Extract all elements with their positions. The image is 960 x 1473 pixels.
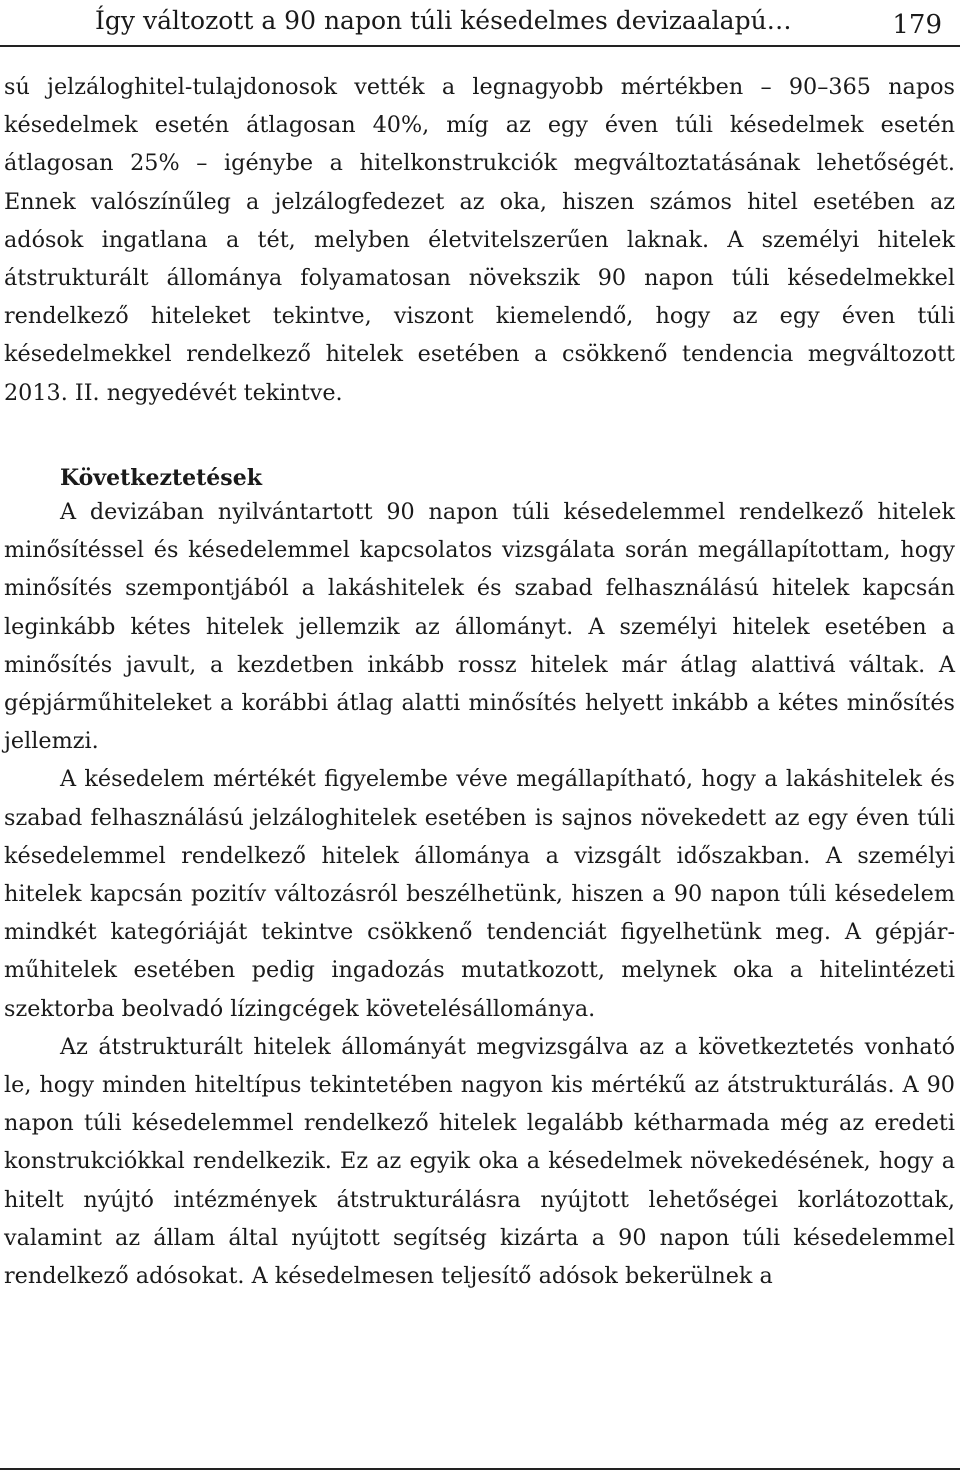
- page-number: 179: [892, 10, 942, 40]
- paragraph-continued: sú jelzáloghitel-tulajdonosok vették a legnagyobb mértékben – 90–365 napos késedelmek esetén átlagosan 40%, míg az egy éven túli késedelmek esetén átlagosan 25% – igénybe a hitelkonstrukciók megváltoztatásának lehetőségét. Ennek valószínűleg a jelzálogfedezet az oka, hiszen számos hitel esetében az adósok ingatlana a tét, melyben életvitelszerűen laknak. A személyi hitelek átstrukturált állománya folyamatosan növekszik 90 napon túli késedelmekkel rendelkező hiteleket tekintve, viszont kiemelendő, hogy az egy éven túli késedelmekkel rendelkező hitelek esetében a csökkenő tendencia megváltozott 2013. II. negyedévét tekintve.: [4, 74, 955, 406]
- paragraph-conclusions-2: A késedelem mértékét figyelembe véve megállapítható, hogy a lakáshitelek és szabad felhasználású jelzáloghitelek esetében is sajnos növekedett az egy éven túli késedelemmel rendelkező hitelek állománya a vizsgált időszakban. A személyi hitelek kapcsán pozitív változásról beszélhetünk, hiszen a 90 napon túli késedelem mindkét kategóriáját tekintve csökkenő tendenciát figyelhetünk meg. A gépjárműhitelek esetében pedig ingadozás mutatkozott, melynek oka a hitelintézeti szektorba beolvadó lízingcégek követelésállománya.: [4, 766, 955, 1022]
- body-text: [4, 68, 955, 1295]
- running-title: Így változott a 90 napon túli késedelmes devizaalapú…: [95, 6, 792, 35]
- running-header: [0, 0, 960, 46]
- paragraph-conclusions-3: Az átstrukturált hitelek állományát megvizsgálva az a következtetés vonható le, hogy minden hiteltípus tekintetében nagyon kis mértékű az átstrukturálás. A 90 napon túli késedelemmel rendelkező hitelek legalább kétharmada még az eredeti konstrukciókkal rendelkezik. Ez az egyik oka a késedelmek növekedésének, hogy a hitelt nyújtó intézmények átstrukturálásra nyújtott lehetőségei korlátozottak, valamint az állam által nyújtott segítség kizárta a 90 napon túli késedelemmel rendelkező adósokat. A késedelmesen teljesítő adósok bekerülnek a: [4, 1033, 955, 1290]
- paragraph-conclusions-1: A devizában nyilvántartott 90 napon túli késedelemmel rendelkező hitelek minősítéssel és késedelemmel kapcsolatos vizsgálata során megállapítottam, hogy minősítés szempontjából a lakáshitelek és szabad felhasználású hitelek kapcsán leginkább kétes hitelek jellemzik az állományt. A személyi hitelek esetében a minősítés javult, a kezdetben inkább rossz hitelek már átlag alattivá váltak. A gépjárműhiteleket a korábbi átlag alatti minősítés helyett inkább a kétes minősítés jellemzi.: [4, 499, 955, 755]
- footer-rule: [0, 1468, 960, 1470]
- header-rule: [0, 45, 960, 47]
- section-heading: Következtetések: [60, 464, 262, 491]
